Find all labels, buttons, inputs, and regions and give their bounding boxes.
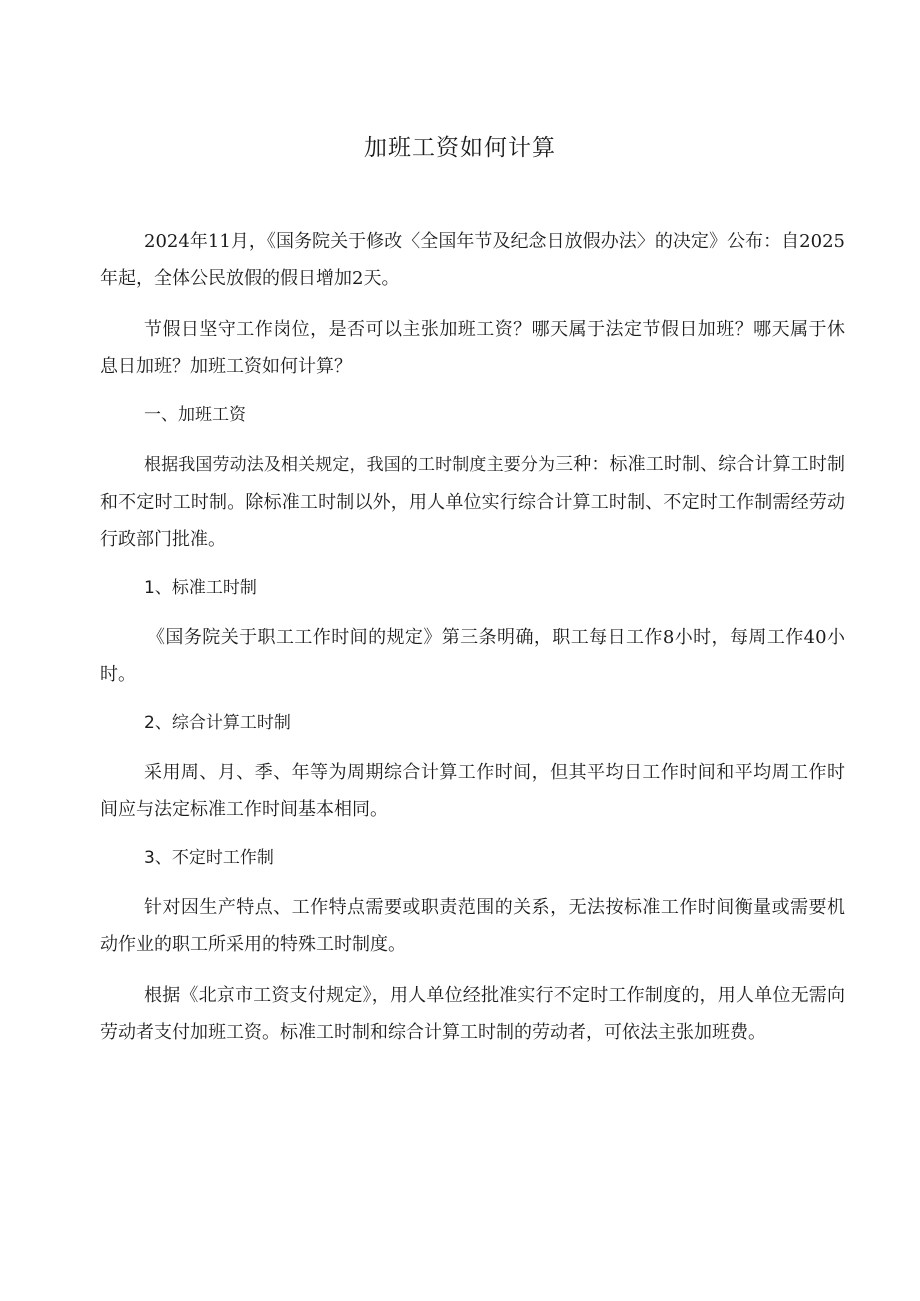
standard-hours-paragraph: 《国务院关于职工工作时间的规定》第三条明确，职工每日工作8小时，每周工作40小时。: [100, 627, 845, 685]
section-1-paragraph: [100, 446, 845, 558]
subheading-standard-hours: 1、标准工时制: [144, 578, 257, 598]
subheading-comprehensive-hours: 2、综合计算工时制: [144, 713, 291, 733]
section-1-paragraph-rest: 三种：标准工时制、综合计算工时制和不定时工时制。除标准工时制以外，用人单位实行综合计算工时制、不定时工作制需经劳动行政部门批准。: [100, 454, 845, 550]
intro-paragraph-2: 节假日坚守工作岗位，是否可以主张加班工资？哪天属于法定节假日加班？哪天属于休息日加班？加班工资如何计算？: [100, 319, 845, 377]
section-1-paragraph-lead: 根据我国劳动法及相关规定，我国的工时制度主要分为: [144, 455, 556, 475]
document-body: [100, 223, 845, 1051]
section-heading-overtime-pay: 一、加班工资: [144, 405, 246, 425]
flexible-hours-paragraph-1: 针对因生产特点、工作特点需要或职责范围的关系，无法按标准工作时间衡量或需要机动作业的职工所采用的特殊工时制度。: [100, 897, 845, 955]
flexible-hours-paragraph-2: 根据《北京市工资支付规定》，用人单位经批准实行不定时工作制度的，用人单位无需向劳动者支付加班工资。标准工时制和综合计算工时制的劳动者，可依法主张加班费。: [100, 985, 845, 1043]
intro-paragraph-1: 2024年11月，《国务院关于修改〈全国年节及纪念日放假办法〉的决定》公布：自2025年起，全体公民放假的假日增加2天。: [100, 231, 845, 289]
subheading-flexible-hours: 3、不定时工作制: [144, 848, 274, 868]
document-title: 加班工资如何计算: [364, 135, 556, 161]
comprehensive-hours-paragraph: 采用周、月、季、年等为周期综合计算工作时间，但其平均日工作时间和平均周工作时间应与法定标准工作时间基本相同。: [100, 762, 845, 820]
